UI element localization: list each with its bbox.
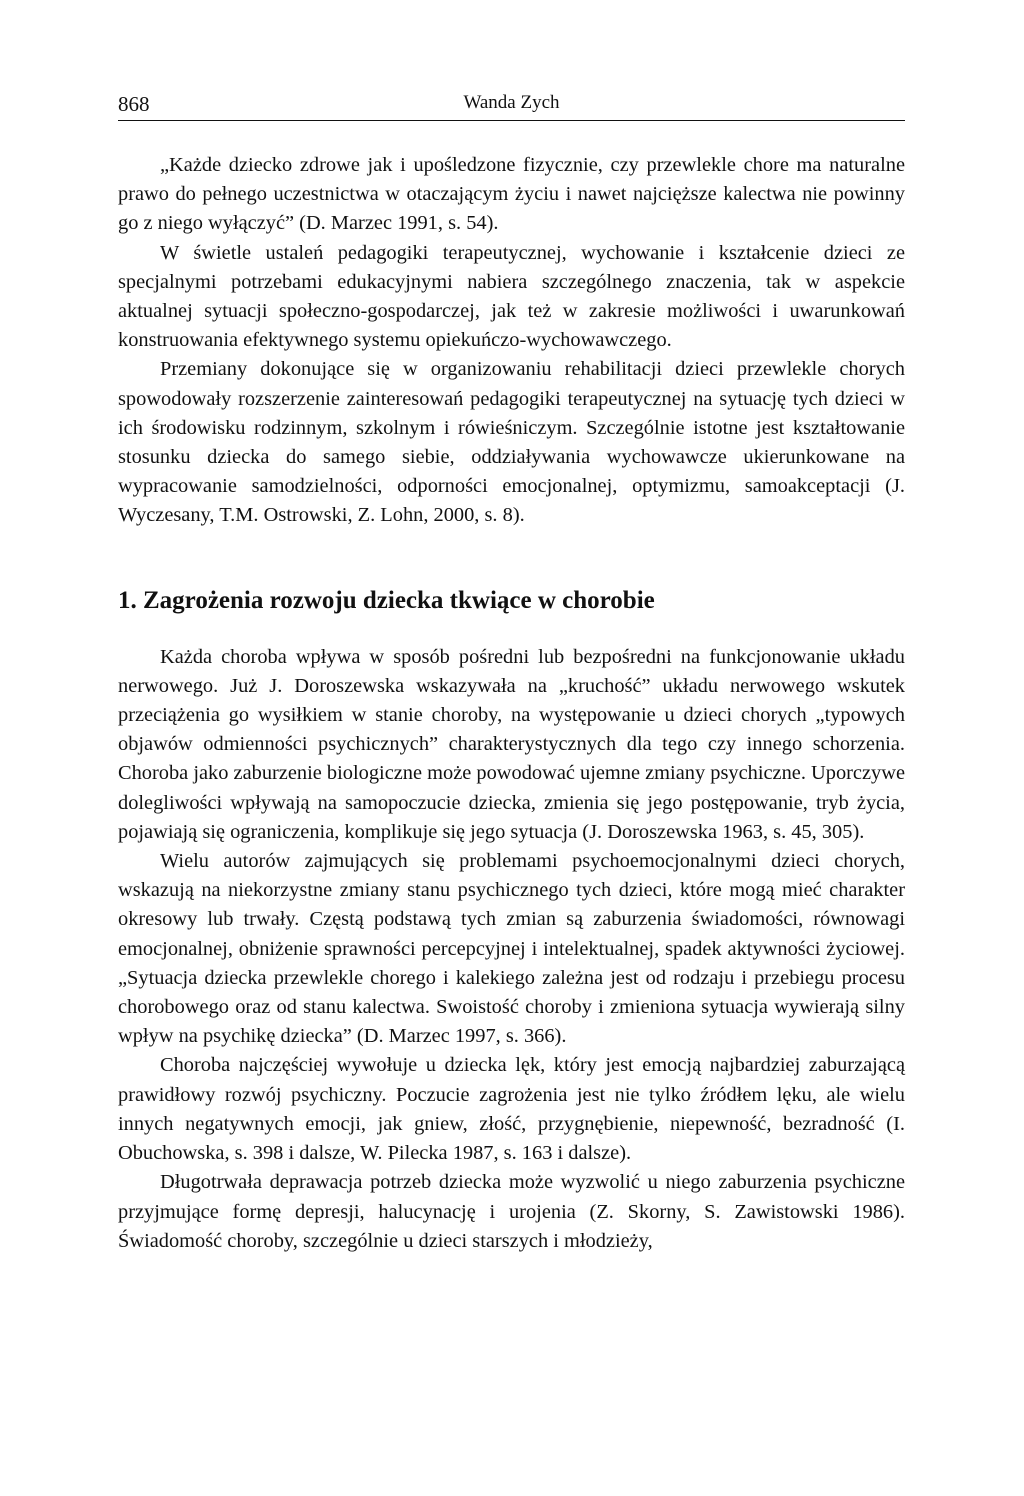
body-paragraph: W świetle ustaleń pedagogiki terapeutycznej, wychowanie i kształcenie dzieci ze specjalnymi potrzebami edukacyjnymi nabiera szczególnego znaczenia, tak w aspekcie aktualnej sytuacji społeczno-gospodarczej, jak też w zakresie możliwości i uwarunkowań konstruowania efektywnego systemu opiekuńczo-wychowawczego. (118, 241, 905, 352)
running-header (118, 88, 905, 121)
body-paragraph: Każda choroba wpływa w sposób pośredni lub bezpośredni na funkcjonowanie układu nerwowego. Już J. Doroszewska wskazywała na „kruchość” układu nerwowego wskutek przeciążenia go wysiłkiem w stanie choroby, na występowanie u dzieci chorych „typowych objawów odmienności psychicznych” charakterystycznych dla tego czy innego schorzenia. Choroba jako zaburzenie biologiczne może powodować ujemne zmiany psychiczne. Uporczywe dolegliwości wpływają na samopoczucie dziecka, zmienia się jego postępowanie, tryb życia, pojawiają się ograniczenia, komplikuje się jego sytuacja (J. Doroszewska 1963, s. 45, 305). (118, 645, 906, 843)
page-number: 868 (118, 92, 150, 116)
body-text (118, 151, 905, 1256)
body-paragraph: Długotrwała deprawacja potrzeb dziecka może wyzwolić u niego zaburzenia psychiczne przyjmujące formę depresji, halucynację i urojenia (Z. Skorny, S. Zawistowski 1986). Świadomość choroby, szczególnie u dzieci starszych i młodzieży, (118, 1171, 905, 1252)
body-paragraph: Wielu autorów zajmujących się problemami psychoemocjonalnymi dzieci chorych, wskazują na niekorzystne zmiany stanu psychicznego tych dzieci, które mogą mieć charakter okresowy lub trwały. Częstą podstawą tych zmian są zaburzenia świadomości, równowagi emocjonalnej, obniżenie sprawności percepcyjnej i intelektualnej, spadek aktywności życiowej. „Sytuacja dziecka przewlekle chorego i kalekiego zależna jest od rodzaju i przebiegu procesu chorobowego oraz od stanu kalectwa. Swoistość choroby i zmieniona sytuacja wywierają silny wpływ na psychikę dziecka” (D. Marzec 1997, s. 366). (118, 850, 905, 1048)
document-page (118, 88, 905, 1256)
running-head-author: Wanda Zych (463, 92, 560, 113)
body-paragraph: Choroba najczęściej wywołuje u dziecka lęk, który jest emocją najbardziej zaburzającą prawidłowy rozwój psychiczny. Poczucie zagrożenia jest nie tylko źródłem lęku, ale wielu innych negatywnych emocji, jak gniew, złość, przygnębienie, niepewność, bezradność (I. Obuchowska, s. 398 i dalsze, W. Pilecka 1987, s. 163 i dalsze). (118, 1054, 905, 1165)
quote-paragraph: „Każde dziecko zdrowe jak i upośledzone fizycznie, czy przewlekle chore ma naturalne prawo do pełnego uczestnictwa w otaczającym życiu i nawet najcięższe kalectwa nie powinny go z niego wyłączyć” (D. Marzec 1991, s. 54). (118, 154, 905, 235)
body-paragraph: Przemiany dokonujące się w organizowaniu rehabilitacji dzieci przewlekle chorych spowodowały rozszerzenie zainteresowań pedagogiki terapeutycznej na sytuację tych dzieci w ich środowisku rodzinnym, szkolnym i rówieśniczym. Szczególnie istotne jest kształtowanie stosunku dziecka do samego siebie, oddziaływania wychowawcze ukierunkowane na wypracowanie samodzielności, odporności emocjonalnej, optymizmu, samoakceptacji (J. Wyczesany, T.M. Ostrowski, Z. Lohn, 2000, s. 8). (118, 358, 905, 527)
section-heading: 1. Zagrożenia rozwoju dziecka tkwiące w chorobie (118, 586, 655, 614)
